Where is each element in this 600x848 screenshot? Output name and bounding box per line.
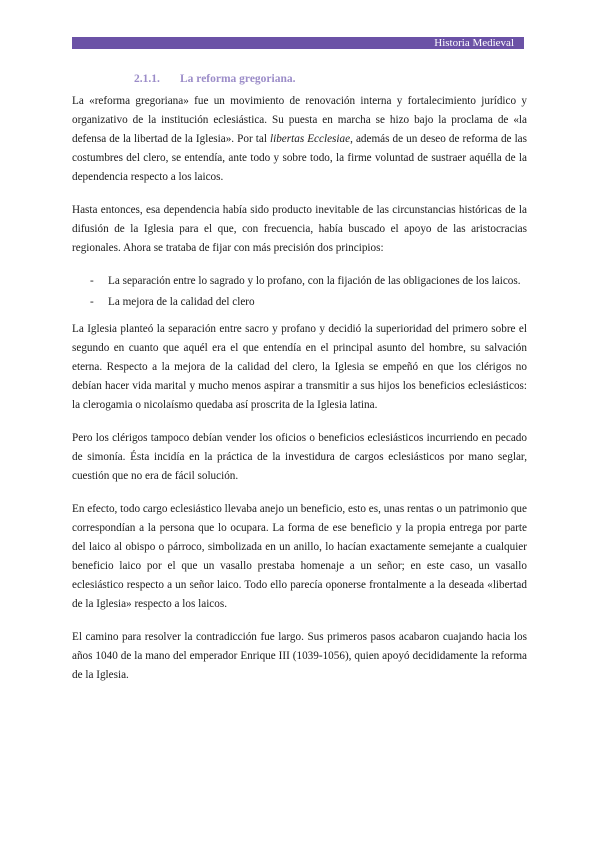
- list-item: [72, 293, 527, 312]
- paragraph-5: En efecto, todo cargo eclesiástico llevaba anejo un beneficio, esto es, unas rentas o un patrimonio que correspondían a la persona que lo ocupara. La forma de ese beneficio y la propia entrega por parte del laico al obispo o párroco, simbolizada en un anillo, lo hacían exactamente semejante a cualquier beneficio laico por el que un vasallo prestaba homenaje a un señor; en este caso, un vasallo eclesiástico respecto a un señor laico. Todo ello parecía oponerse frontalmente a la deseada «libertad de la Iglesia» respecto a los laicos.: [72, 503, 527, 610]
- list-item: [72, 272, 527, 291]
- paragraph-1-italic: libertas Ecclesiae: [269, 133, 351, 145]
- paragraph-6: El camino para resolver la contradicción fue largo. Sus primeros pasos acabaron cuajando hacia los años 1040 de la mano del emperador Enrique III (1039-1056), quien apoyó decididamente la reforma de la Iglesia.: [72, 631, 527, 681]
- paragraph-1-after: , además de un deseo de reforma de las costumbres del clero, se entendía, ante todo y sobre todo, la firme voluntad de sustraer aquélla de la dependencia respecto a los laicos.: [72, 133, 528, 183]
- paragraph-4: Pero los clérigos tampoco debían vender los oficios o beneficios eclesiásticos incurriendo en pecado de simonía. Ésta incidía en la práctica de la investidura de cargos eclesiásticos por mano seglar, cuestión que no era de fácil solución.: [72, 432, 527, 482]
- paragraph-1-before: La «reforma gregoriana» fue un movimiento de renovación interna y fortalecimiento jurídico y organizativo de la institución eclesiástica. Su puesta en marcha se hizo bajo la proclama de «la defensa de la libertad de la Iglesia». Por tal: [72, 95, 527, 145]
- section-title: La reforma gregoriana.: [180, 73, 296, 85]
- list-marker: -: [90, 275, 94, 287]
- list-item-text: La mejora de la calidad del clero: [108, 296, 255, 308]
- header-title: Historia Medieval: [434, 37, 514, 49]
- running-header: [72, 37, 524, 49]
- paragraph-1: [72, 92, 527, 187]
- document-body: [72, 70, 527, 699]
- section-heading: [134, 70, 527, 88]
- paragraph-3: La Iglesia planteó la separación entre sacro y profano y decidió la superioridad del primero sobre el segundo en cuanto que aquél era el que entendía en el principal asunto del hombre, su salvación eterna. Respecto a la mejora de la calidad del clero, la Iglesia se empeñó en que los clérigos no debían hacer vida marital y mucho menos aspirar a transmitir a sus hijos los beneficios eclesiásticos: la clerogamia o nicolaísmo quedaba así proscrita de la Iglesia latina.: [72, 323, 527, 411]
- paragraph-2: Hasta entonces, esa dependencia había sido producto inevitable de las circunstancias históricas de la difusión de la Iglesia para el que, con frecuencia, había buscado el apoyo de las aristocracias regionales. Ahora se trataba de fijar con más precisión dos principios:: [72, 204, 527, 254]
- list-item-text: La separación entre lo sagrado y lo profano, con la fijación de las obligaciones de los laicos.: [108, 275, 521, 287]
- section-number: 2.1.1.: [134, 73, 160, 85]
- list-marker: -: [90, 296, 94, 308]
- principles-list: [72, 272, 527, 312]
